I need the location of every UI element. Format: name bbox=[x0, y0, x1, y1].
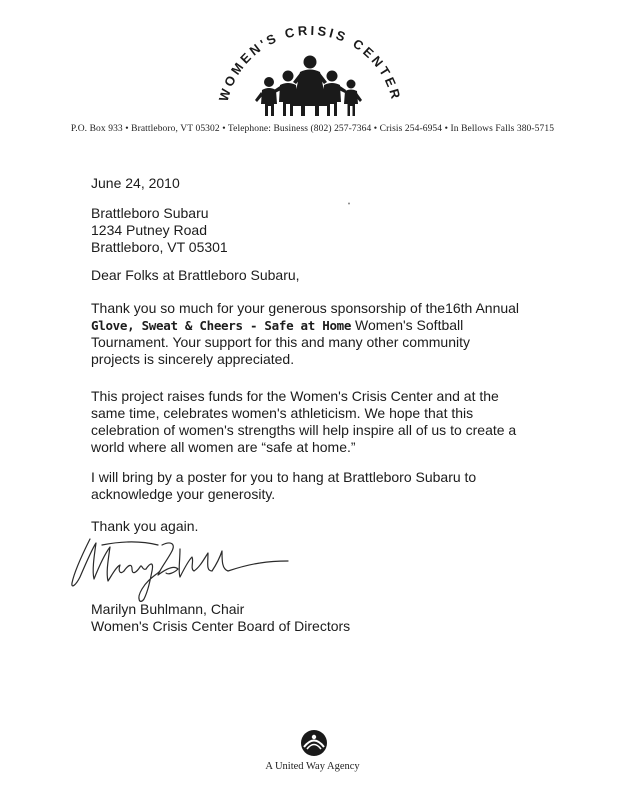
recipient-address bbox=[91, 205, 228, 256]
signer-name: Marilyn Buhlmann, Chair bbox=[91, 601, 245, 617]
paragraph-line: Tournament. Your support for this and many other community bbox=[91, 334, 470, 350]
paragraph-thanks bbox=[91, 300, 541, 368]
org-name-arc-text: WOMEN'S CRISIS CENTER bbox=[215, 22, 405, 104]
paragraph-text: Women's Softball bbox=[351, 317, 464, 333]
signer-title: Women's Crisis Center Board of Directors bbox=[91, 618, 351, 634]
united-way-hand-icon bbox=[299, 728, 329, 758]
scan-speck-mark bbox=[347, 201, 352, 206]
united-way-agency-text: A United Way Agency bbox=[265, 761, 360, 772]
family-silhouette-icon bbox=[205, 6, 415, 118]
recipient-line: 1234 Putney Road bbox=[91, 222, 207, 238]
paragraph-line: Thank you so much for your generous sponsorship of the16th Annual bbox=[91, 300, 520, 316]
paragraph-poster bbox=[91, 469, 541, 503]
recipient-line: Brattleboro Subaru bbox=[91, 205, 209, 221]
paragraph-line: acknowledge your generosity. bbox=[91, 486, 276, 502]
paragraph-line: I will bring by a poster for you to hang at Brattleboro Subaru to bbox=[91, 469, 477, 485]
letter-date: June 24, 2010 bbox=[91, 175, 180, 191]
womens-crisis-center-logo bbox=[205, 6, 415, 118]
closing: Thank you again. bbox=[91, 518, 199, 534]
paragraph-line: world where all women are “safe at home.” bbox=[91, 439, 356, 455]
paragraph-line bbox=[91, 317, 541, 334]
salutation: Dear Folks at Brattleboro Subaru, bbox=[91, 267, 300, 283]
paragraph-line: This project raises funds for the Women's Crisis Center and at the bbox=[91, 388, 499, 404]
paragraph-line: celebration of women's strengths will help inspire all of us to create a bbox=[91, 422, 517, 438]
letterhead-address: P.O. Box 933 • Brattleboro, VT 05302 • Telephone: Business (802) 257-7364 • Crisis 254-6954 • In Bellows Falls 380-5715 bbox=[70, 124, 555, 134]
handwritten-signature bbox=[62, 525, 302, 605]
event-name: Glove, Sweat & Cheers - Safe at Home bbox=[91, 318, 352, 333]
recipient-line: Brattleboro, VT 05301 bbox=[91, 239, 228, 255]
paragraph-line: same time, celebrates women's athleticism. We hope that this bbox=[91, 405, 474, 421]
paragraph-purpose bbox=[91, 388, 541, 456]
paragraph-line: projects is sincerely appreciated. bbox=[91, 351, 295, 367]
